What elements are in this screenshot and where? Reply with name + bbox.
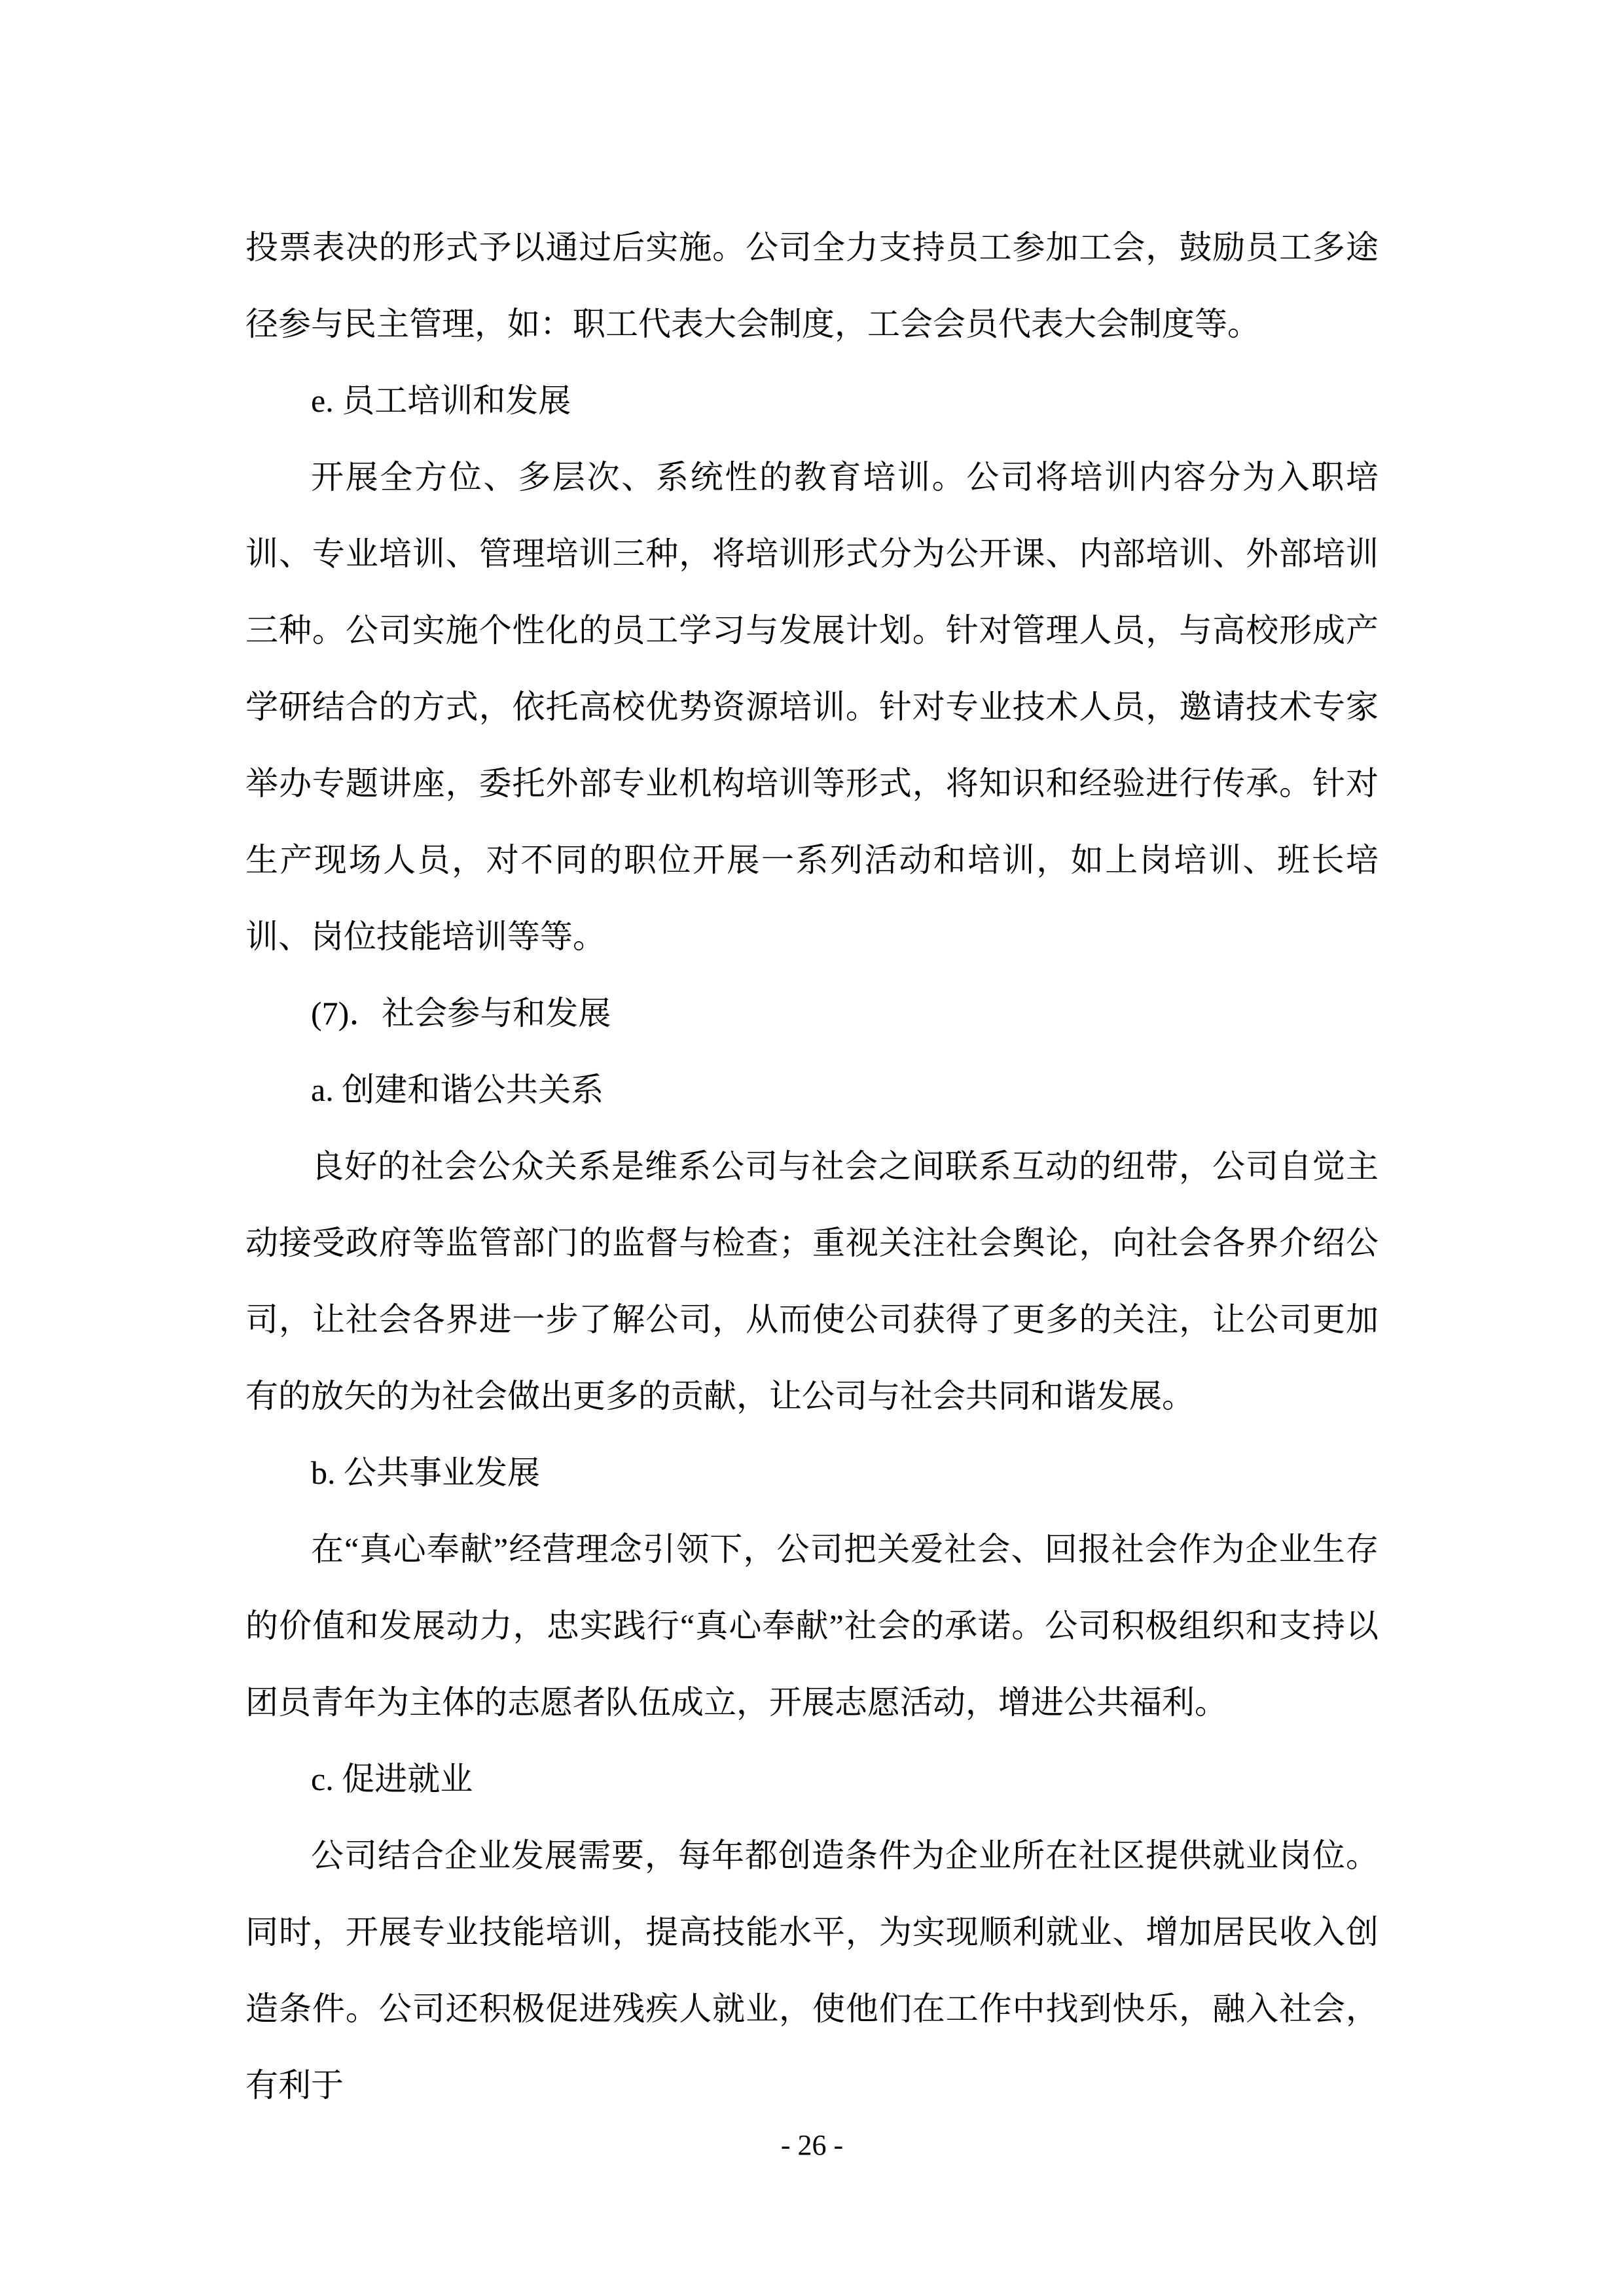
paragraph: 投票表决的形式予以通过后实施。公司全力支持员工参加工会，鼓励员工多途径参与民主管理，如：职工代表大会制度，工会会员代表大会制度等。: [245, 229, 1379, 342]
section-heading: e. 员工培训和发展: [311, 382, 571, 419]
section-heading: c. 促进就业: [311, 1761, 473, 1797]
paragraph: 在“真心奉献”经营理念引领下，公司把关爱社会、回报社会作为企业生存的价值和发展动力，忠实践行“真心奉献”社会的承诺。公司积极组织和支持以团员青年为主体的志愿者队伍成立，开展志愿活动，增进公共福利。: [245, 1531, 1379, 1721]
page-number: - 26 -: [780, 2129, 844, 2161]
section-heading: (7)．社会参与和发展: [311, 995, 611, 1031]
paragraph: 公司结合企业发展需要，每年都创造条件为企业所在社区提供就业岗位。同时，开展专业技能培训，提高技能水平，为实现顺利就业、增加居民收入创造条件。公司还积极促进残疾人就业，使他们在工作中找到快乐，融入社会，有利于: [245, 1837, 1379, 2104]
paragraph: 良好的社会公众关系是维系公司与社会之间联系互动的纽带，公司自觉主动接受政府等监管部门的监督与检查；重视关注社会舆论，向社会各界介绍公司，让社会各界进一步了解公司，从而使公司获得了更多的关注，让公司更加有的放矢的为社会做出更多的贡献，让公司与社会共同和谐发展。: [245, 1148, 1379, 1414]
section-heading: a. 创建和谐公共关系: [311, 1071, 604, 1108]
document-body: [245, 209, 1379, 2124]
paragraph: 开展全方位、多层次、系统性的教育培训。公司将培训内容分为入职培训、专业培训、管理培训三种，将培训形式分为公开课、内部培训、外部培训三种。公司实施个性化的员工学习与发展计划。针对管理人员，与高校形成产学研结合的方式，依托高校优势资源培训。针对专业技术人员，邀请技术专家举办专题讲座，委托外部专业机构培训等形式，将知识和经验进行传承。针对生产现场人员，对不同的职位开展一系列活动和培训，如上岗培训、班长培训、岗位技能培训等等。: [245, 459, 1379, 955]
section-heading: b. 公共事业发展: [311, 1454, 540, 1491]
